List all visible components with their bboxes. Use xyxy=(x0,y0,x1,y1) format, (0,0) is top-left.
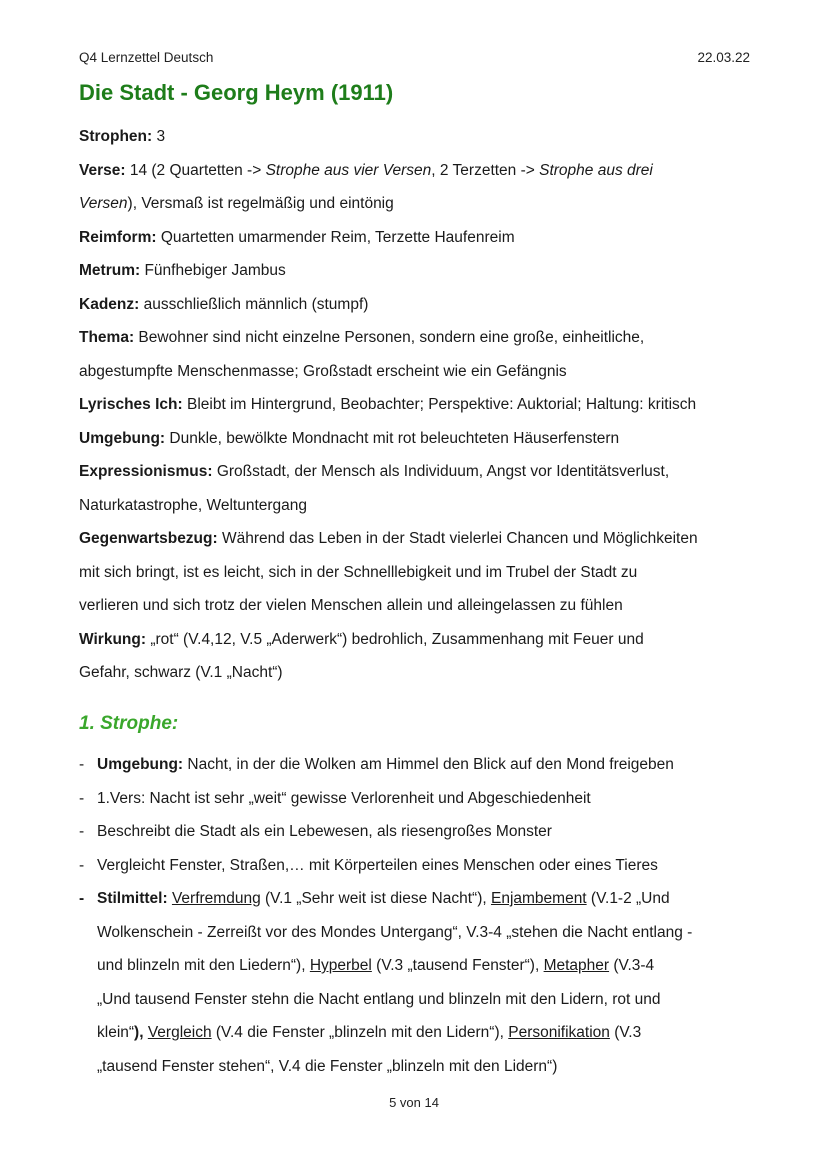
prop-kadenz: Kadenz: ausschließlich männlich (stumpf) xyxy=(79,295,369,313)
prop-wirkung-cont: Gefahr, schwarz (V.1 „Nacht“) xyxy=(79,664,283,681)
prop-expressionismus: Expressionismus: Großstadt, der Mensch als Individuum, Angst vor Identitätsverlust, xyxy=(79,463,670,480)
prop-verse: Verse: 14 (2 Quartetten -> Strophe aus vier Versen, 2 Terzetten -> Strophe aus drei xyxy=(79,161,653,179)
section-bullet-list xyxy=(79,748,769,1083)
prop-thema-cont: abgestumpfte Menschenmasse; Großstadt erscheint wie ein Gefängnis xyxy=(79,362,567,380)
prop-thema: Thema: Bewohner sind nicht einzelne Personen, sondern eine große, einheitliche, xyxy=(79,329,645,346)
bullet-dash: - xyxy=(79,823,85,840)
list-item: - 1.Vers: Nacht ist sehr „weit“ gewisse Verlorenheit und Abgeschiedenheit xyxy=(79,782,769,816)
page-title: Die Stadt - Georg Heym (1911) xyxy=(79,80,394,105)
bullet-dash: - xyxy=(79,890,85,907)
prop-metrum: Metrum: Fünfhebiger Jambus xyxy=(79,262,286,279)
prop-umgebung: Umgebung: Dunkle, bewölkte Mondnacht mit rot beleuchteten Häuserfenstern xyxy=(79,429,620,447)
prop-gegenwartsbezug-cont: mit sich bringt, ist es leicht, sich in der Schnelllebigkeit und im Trubel der Stadt zu xyxy=(79,563,638,581)
bullet-dash: - xyxy=(79,756,85,773)
prop-reimform: Reimform: Quartetten umarmender Reim, Terzette Haufenreim xyxy=(79,228,515,246)
prop-wirkung: Wirkung: „rot“ (V.4,12, V.5 „Aderwerk“) bedrohlich, Zusammenhang mit Feuer und xyxy=(79,630,644,648)
bullet-dash: - xyxy=(79,789,85,807)
prop-strophen: Strophen: 3 xyxy=(79,128,166,145)
section-heading: 1. Strophe: xyxy=(79,713,179,734)
prop-gegenwartsbezug-cont: verlieren und sich trotz der vielen Menschen allein und alleingelassen zu fühlen xyxy=(79,597,623,614)
list-item-stilmittel: - Stilmittel: Verfremdung (V.1 „Sehr weit ist diese Nacht“), Enjambement (V.1-2 „Und Wolkenschein - Zerreißt vor des Mondes Untergang“, V.3-4 „stehen die Nacht entlang - und blinzeln mit den Liedern“), Hyperbel (V.3 „tausend Fenster“), Metapher (V.3-4 „Und tausend Fenster stehn die Nacht entlang und blinzeln mit den Lidern, rot und klein“), Vergleich (V.4 die Fenster „blinzeln mit den Lidern“), Personifikation (V.3 „tausend Fenster stehen“, V.4 die Fenster „blinzeln mit den Lidern“) xyxy=(79,882,769,1083)
prop-gegenwartsbezug: Gegenwartsbezug: Während das Leben in der Stadt vielerlei Chancen und Möglichkeiten xyxy=(79,530,698,547)
header-date: 22.03.22 xyxy=(697,50,750,65)
list-item: - Vergleicht Fenster, Straßen,… mit Körperteilen eines Menschen oder eines Tieres xyxy=(79,849,769,883)
prop-lyrisches-ich: Lyrisches Ich: Bleibt im Hintergrund, Beobachter; Perspektive: Auktorial; Haltung: kritisch xyxy=(79,396,697,413)
header-doc-title: Q4 Lernzettel Deutsch xyxy=(79,50,214,65)
list-item: - Beschreibt die Stadt als ein Lebewesen, als riesengroßes Monster xyxy=(79,815,769,849)
poem-properties xyxy=(79,120,759,690)
list-item: - Umgebung: Nacht, in der die Wolken am Himmel den Blick auf den Mond freigeben xyxy=(79,748,769,782)
bullet-dash: - xyxy=(79,856,85,874)
prop-verse-cont: Versen), Versmaß ist regelmäßig und eintönig xyxy=(79,195,394,212)
prop-expressionismus-cont: Naturkatastrophe, Weltuntergang xyxy=(79,496,308,514)
page-number: 5 von 14 xyxy=(389,1095,439,1110)
